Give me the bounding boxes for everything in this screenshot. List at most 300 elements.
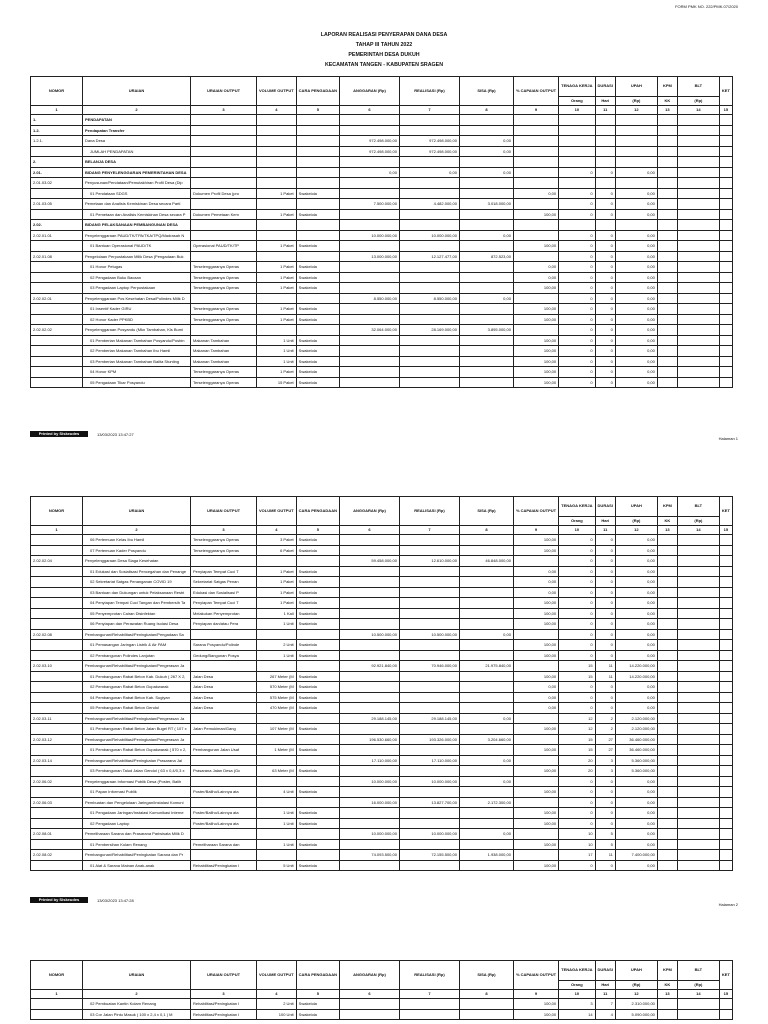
table-cell [191,136,257,147]
table-cell [257,136,297,147]
table-cell: 3 [595,766,615,777]
table-cell: 3.204.660,00 [459,734,513,745]
table-cell [719,724,732,735]
table-cell: 2 [595,724,615,735]
table-cell: 0,00 [459,755,513,766]
table-cell [513,797,558,808]
table-cell [296,797,339,808]
table-cell [257,776,297,787]
table-cell: 0 [595,650,615,661]
table-cell [31,608,83,619]
table-cell: 5.360.000,00 [615,766,657,777]
table-cell [657,157,677,168]
table-cell: Dokumen Pemetaan Kem [191,209,257,220]
table-cell [677,136,719,147]
table-cell: 0,00 [615,703,657,714]
table-cell: Swakelola [296,587,339,598]
table-cell: BIDANG PELAKSANAAN PEMBANGUNAN DESA [83,220,191,231]
column-number: 6 [339,106,399,115]
table-cell [657,629,677,640]
table-cell [719,999,732,1010]
table-cell [657,745,677,756]
table-cell [191,251,257,262]
table-cell [677,178,719,189]
table-cell: Swakelola [296,745,339,756]
table-row [31,818,733,829]
table-cell [257,199,297,210]
table-cell [719,157,732,168]
table-cell [257,220,297,231]
table-cell [191,157,257,168]
table-cell: 03 Cor Jalan Pintu Masuk ( 100 x 2,4 x 0,1 ) M [83,1009,191,1020]
table-cell: 0,00 [615,577,657,588]
table-cell [657,304,677,315]
table-row [31,808,733,819]
table-cell [719,755,732,766]
table-cell [339,566,399,577]
table-cell: 0 [595,209,615,220]
table-cell [513,850,558,861]
table-cell: 2.02.08.02 [31,850,83,861]
table-cell [595,220,615,231]
table-cell [677,241,719,252]
table-cell [31,577,83,588]
header-capaian: % CAPAIAN OUTPUT [513,77,558,106]
table-cell: 0 [595,199,615,210]
table-cell [719,577,732,588]
table-cell [296,157,339,168]
table-cell [191,829,257,840]
table-row [31,766,733,777]
table-cell [657,335,677,346]
table-row [31,671,733,682]
table-cell: 0,00 [615,587,657,598]
table-cell: 0 [559,251,595,262]
header-kk: KK [657,96,677,105]
table-cell: 0 [559,860,595,871]
table-cell [719,860,732,871]
table-cell: 0 [559,314,595,325]
table-cell: Swakelola [296,577,339,588]
table-cell [677,251,719,262]
table-cell: 1.2.1. [31,136,83,147]
table-cell [399,356,459,367]
table-cell: 2.02.02.01 [31,293,83,304]
table-cell [657,283,677,294]
table-row [31,713,733,724]
table-cell [615,178,657,189]
table-cell [719,136,732,147]
table-cell [677,566,719,577]
table-cell: 0 [559,346,595,357]
table-cell [399,209,459,220]
table-cell: 470 Meter (M [257,703,297,714]
table-cell: 267 Meter (M [257,671,297,682]
table-cell [677,146,719,157]
table-cell [191,734,257,745]
table-cell [657,115,677,126]
table-cell: 10.000.000,00 [339,829,399,840]
table-cell [31,545,83,556]
table-cell: 1 Paket [257,272,297,283]
table-cell [399,283,459,294]
header-blt_unit: (Rp) [677,516,719,525]
table-cell [257,125,297,136]
table-cell [399,608,459,619]
table-cell: Swakelola [296,650,339,661]
table-cell: PENDAPATAN [83,115,191,126]
table-cell: 100 Unit [257,1009,297,1020]
table-cell: 01 Bantuan Operasional PAUD/TK [83,241,191,252]
table-cell [657,776,677,787]
table-cell: 0 [595,640,615,651]
table-cell: 0 [559,787,595,798]
header-sisa: SISA (Rp) [459,77,513,106]
table-cell [399,724,459,735]
table-cell [31,241,83,252]
header-upah_unit: (Rp) [615,96,657,105]
table-cell [677,734,719,745]
table-cell [191,167,257,178]
table-cell: 1 Paket [257,598,297,609]
table-cell: 15 [559,745,595,756]
header-volume: VOLUME OUTPUT [257,961,297,990]
table-cell [399,671,459,682]
table-cell [31,262,83,273]
table-cell [339,766,399,777]
table-cell [719,293,732,304]
table-cell: 196.530.660,00 [339,734,399,745]
table-cell [31,703,83,714]
table-cell [459,692,513,703]
table-cell [513,136,558,147]
header-kpm: KPM [657,77,677,97]
table-cell: Poster/Baliho/Lainnya ata [191,787,257,798]
table-cell [677,262,719,273]
table-cell [459,356,513,367]
table-cell: 0 [559,545,595,556]
table-cell [677,682,719,693]
table-cell [191,178,257,189]
table-cell: 12 [559,724,595,735]
table-cell: 36.460.000,00 [615,734,657,745]
header-sisa: SISA (Rp) [459,961,513,990]
table-cell [459,209,513,220]
table-cell: 0 [595,241,615,252]
table-row [31,829,733,840]
table-cell [657,251,677,262]
table-cell [719,241,732,252]
table-cell [339,262,399,273]
table-cell: 0,00 [615,188,657,199]
table-cell: Swakelola [296,283,339,294]
table-cell: 06 Pertemuan Kelas Ibu Hamil [83,535,191,546]
table-cell [719,1009,732,1020]
table-cell [339,577,399,588]
table-cell [657,999,677,1010]
table-cell [399,157,459,168]
table-cell [513,199,558,210]
table-cell: 100,00 [513,650,558,661]
table-cell: 0,00 [615,776,657,787]
table-row [31,356,733,367]
table-cell [339,545,399,556]
table-cell [257,755,297,766]
table-cell [31,692,83,703]
table-cell: 02 Pengadaan Buku Bacaan [83,272,191,283]
table-cell [339,692,399,703]
table-cell [296,734,339,745]
table-cell: 0,00 [615,797,657,808]
table-cell [399,682,459,693]
table-cell: 0,00 [615,346,657,357]
table-cell [677,829,719,840]
table-cell [31,283,83,294]
table-cell: 0,00 [615,808,657,819]
column-number: 5 [296,526,339,535]
column-number: 7 [399,106,459,115]
column-number: 2 [83,106,191,115]
table-cell [191,220,257,231]
header-durasi: DURASI [595,77,615,97]
table-cell: Terselenggaranya Operas [191,545,257,556]
table-cell: 0,00 [459,136,513,147]
table-cell: 1 Kali [257,608,297,619]
table-cell [719,272,732,283]
table-cell [657,755,677,766]
table-cell [339,304,399,315]
table-cell: 01 Edukasi dan Sosialisasi Pencegahan dan Penange [83,566,191,577]
header-anggaran: ANGGARAN (Rp) [339,961,399,990]
table-cell [339,220,399,231]
table-cell [399,640,459,651]
table-cell: 0 [559,262,595,273]
table-cell [677,1009,719,1020]
table-cell [595,146,615,157]
table-cell: 0 [595,325,615,336]
table-cell: Swakelola [296,671,339,682]
table-cell: 0 [595,776,615,787]
header-uraian_output: URAIAN OUTPUT [191,497,257,526]
table-cell [399,220,459,231]
table-cell: 10 [559,829,595,840]
table-cell [31,619,83,630]
table-cell: 0,00 [615,818,657,829]
table-cell: 0 [559,703,595,714]
table-cell: 06 Penyiapan dan Perawatan Ruang Isolasi Desa [83,619,191,630]
table-cell: Swakelola [296,703,339,714]
table-cell: 0,00 [459,167,513,178]
table-cell: 2.310.000,00 [615,999,657,1010]
table-cell [31,304,83,315]
table-cell: Swakelola [296,808,339,819]
table-cell [677,209,719,220]
table-cell: 2.01.03.02 [31,178,83,189]
table-cell [719,262,732,273]
table-row [31,367,733,378]
table-cell: 872.523,00 [459,251,513,262]
table-cell [191,325,257,336]
table-cell: 70.946.000,00 [399,661,459,672]
table-cell [719,535,732,546]
table-cell [339,860,399,871]
table-cell [257,230,297,241]
table-cell: Swakelola [296,545,339,556]
table-cell: 0 [595,377,615,388]
table-cell [657,230,677,241]
table-cell [296,125,339,136]
table-cell [677,346,719,357]
table-cell: 10.000.000,00 [339,230,399,241]
header-hari: Hari [595,516,615,525]
table-row [31,293,733,304]
table-cell [296,325,339,336]
table-cell [513,157,558,168]
table-cell [677,766,719,777]
column-number: 4 [257,990,297,999]
table-cell [339,808,399,819]
table-cell [657,566,677,577]
table-cell: 0 [595,808,615,819]
table-cell: 8.550.000,00 [339,293,399,304]
table-cell [595,125,615,136]
table-row [31,146,733,157]
table-cell: 0,00 [615,640,657,651]
column-number: 6 [339,526,399,535]
column-number: 10 [559,106,595,115]
table-cell: 0,00 [513,577,558,588]
table-cell [296,220,339,231]
table-cell: 0,00 [513,692,558,703]
table-cell [657,535,677,546]
table-cell [31,818,83,829]
table-cell [399,598,459,609]
table-cell [339,377,399,388]
table-row [31,661,733,672]
table-cell [677,587,719,598]
table-cell [657,671,677,682]
table-cell: 0 [595,335,615,346]
column-number: 5 [296,106,339,115]
table-cell [719,629,732,640]
table-cell [677,724,719,735]
table-cell [657,241,677,252]
table-cell [459,598,513,609]
header-tenaga: TENAGA KERJA [559,497,595,517]
table-cell [513,829,558,840]
table-cell [459,640,513,651]
table-cell: 1 Paket [257,367,297,378]
table-cell [719,188,732,199]
table-cell: 1 Unit [257,839,297,850]
column-number: 9 [513,526,558,535]
table-cell [657,377,677,388]
table-cell: Melakukan Penyemprotan [191,608,257,619]
table-cell [657,839,677,850]
table-cell: 4.482.000,00 [399,199,459,210]
header-cara: CARA PENGADAAN [296,77,339,106]
table-cell: 01 Pembersihan Kolam Renang [83,839,191,850]
table-cell: 11 [595,661,615,672]
header-upah: UPAH [615,961,657,981]
table-cell [657,325,677,336]
table-cell: Jalan Desa [191,692,257,703]
table-cell: 0 [595,262,615,273]
table-cell [339,999,399,1010]
table-cell [657,850,677,861]
table-cell [719,661,732,672]
table-cell [657,661,677,672]
table-row [31,283,733,294]
table-cell: 0 [559,304,595,315]
table-cell: 63 Meter (M [257,766,297,777]
table-cell [399,115,459,126]
table-cell [513,713,558,724]
table-cell [257,661,297,672]
table-cell [513,230,558,241]
table-row [31,115,733,126]
table-cell: Swakelola [296,335,339,346]
table-cell: 17 [559,850,595,861]
table-cell: 1 Paket [257,577,297,588]
table-cell: Terselenggaranya Operas [191,314,257,325]
table-cell: 2. [31,157,83,168]
table-cell: 5.090.000,00 [615,1009,657,1020]
table-cell [677,692,719,703]
table-cell [513,167,558,178]
table-cell: Swakelola [296,377,339,388]
table-row [31,314,733,325]
column-number: 7 [399,990,459,999]
table-cell: 02 Pengadaan Laptop [83,818,191,829]
table-cell: BIDANG PENYELENGGARAN PEMERINTAHAN DESA [83,167,191,178]
header-capaian: % CAPAIAN OUTPUT [513,961,558,990]
table-cell: 10.000.000,00 [399,230,459,241]
printed-by-label: Printed by Siskeudes [30,897,88,903]
table-cell [657,640,677,651]
table-cell: Pembuatan dan Pengelolaan Jaringan/Instalasi Komuni [83,797,191,808]
table-cell: Makanan Tambahan [191,356,257,367]
table-cell [559,178,595,189]
table-cell [399,545,459,556]
table-cell [459,650,513,661]
table-cell [657,125,677,136]
table-cell [459,367,513,378]
header-cara: CARA PENGADAAN [296,961,339,990]
table-cell [513,755,558,766]
table-cell: 3 [595,755,615,766]
table-cell: 2.172.300,00 [459,797,513,808]
header-tenaga: TENAGA KERJA [559,961,595,981]
table-cell [719,745,732,756]
column-number: 4 [257,526,297,535]
table-cell: 17.110.000,00 [339,755,399,766]
table-cell: Pendapatan Transfer [83,125,191,136]
table-cell [719,209,732,220]
print-timestamp: 13/03/2023 13:47:28 [97,898,134,903]
table-cell: 0 [559,209,595,220]
printed-by-label: Printed by Siskeudes [30,431,88,437]
table-row [31,251,733,262]
table-cell: Penyelenggaraan Informasi Publik Desa (Poster, Balih [83,776,191,787]
table-cell [677,787,719,798]
column-number: 3 [191,106,257,115]
table-cell: 0 [595,818,615,829]
table-cell [677,661,719,672]
table-cell: Terselenggaranya Operas [191,367,257,378]
table-cell: 01 Pengadaan Jaringan/Instalasi Komunikasi Interne [83,808,191,819]
table-cell [719,346,732,357]
